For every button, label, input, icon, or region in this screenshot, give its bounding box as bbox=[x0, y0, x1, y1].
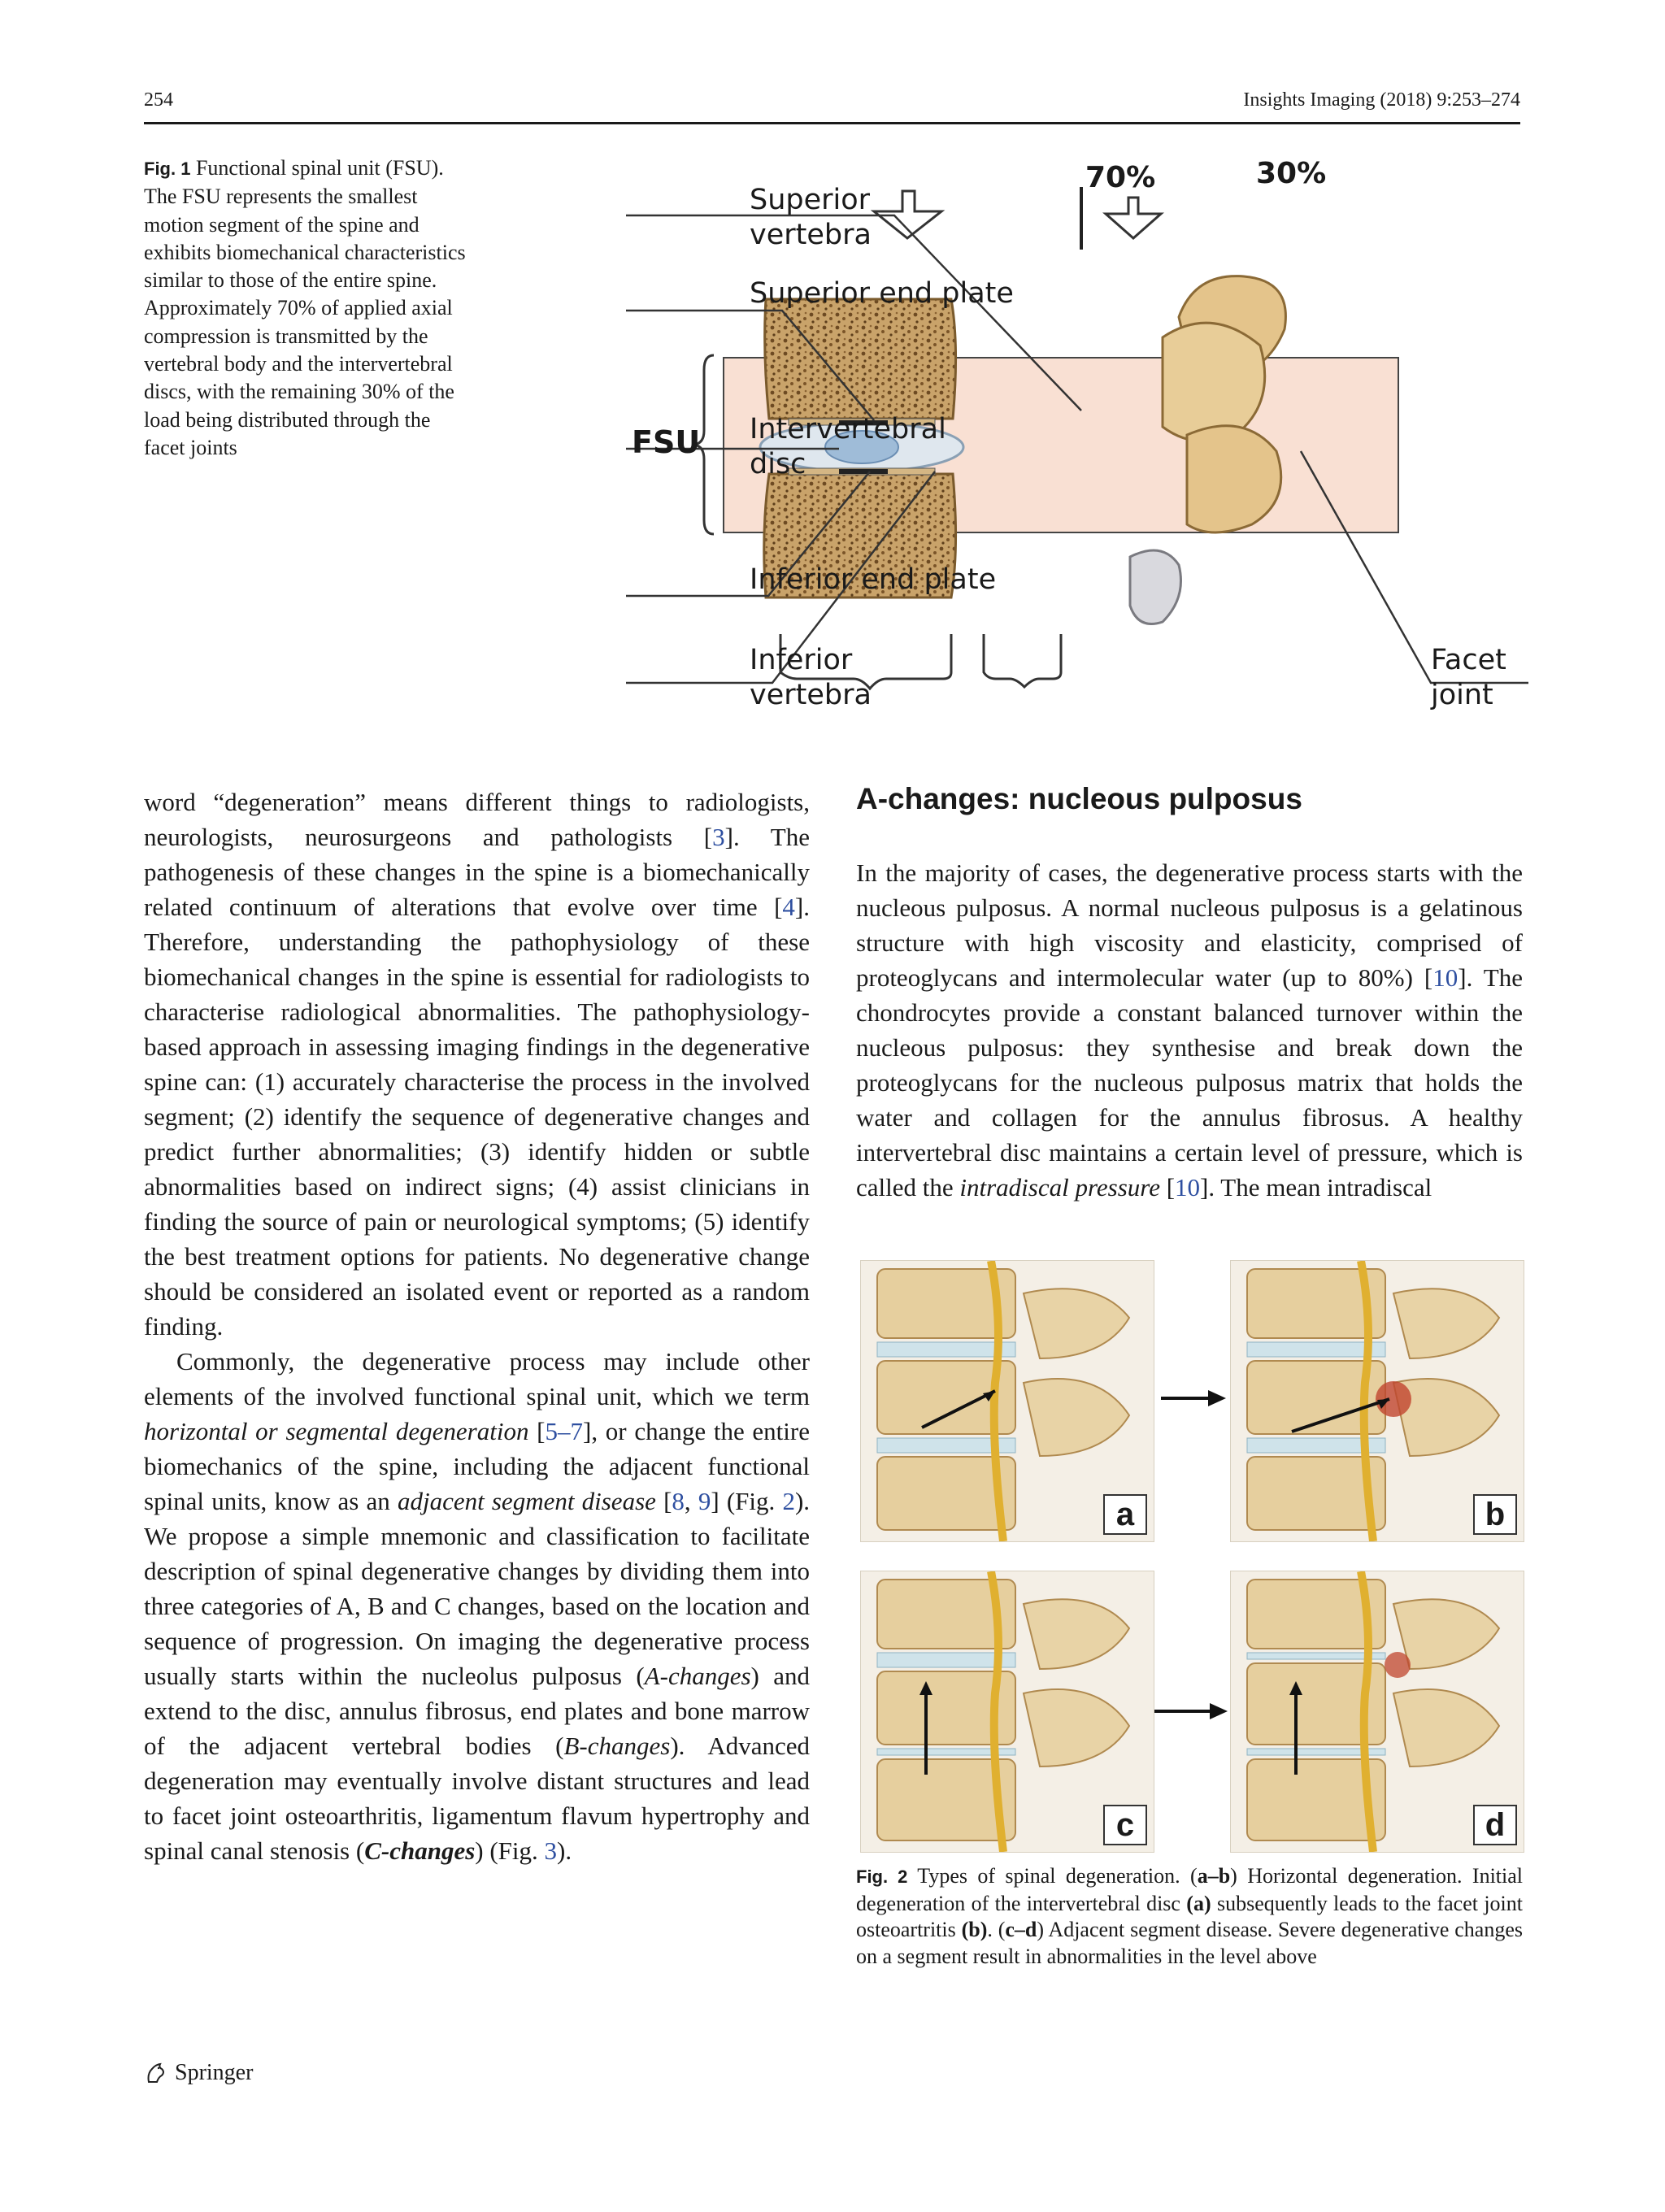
right-column bbox=[856, 855, 1523, 1205]
figure-link[interactable]: 2 bbox=[782, 1487, 795, 1515]
running-head bbox=[144, 89, 1520, 125]
panel-label-d: d bbox=[1473, 1805, 1517, 1845]
fig2-panel-d bbox=[1230, 1571, 1524, 1853]
panel-label-a: a bbox=[1103, 1494, 1147, 1535]
citation-link[interactable]: 10 bbox=[1432, 963, 1459, 992]
label-30-percent: 30% bbox=[1256, 157, 1327, 190]
paragraph: In the majority of cases, the degenerative process starts with the nucleous pulposus. A normal nucleous pulposus is a gelatinous structure with high viscosity and elasticity, comprised of proteoglycans and intermolecular water (up to 80%) [10]. The chondrocytes provide a constant balanced turnover within the nucleous pulposus: they synthesise and break down the proteoglycans for the nucleous pulposus matrix that holds the water and collagen for the annulus fibrosus. A healthy intervertebral disc maintains a certain level of pressure, which is called the intradiscal pressure [10]. The mean intradiscal bbox=[856, 858, 1523, 1202]
fig2-panel-b bbox=[1230, 1260, 1524, 1542]
journal-reference: Insights Imaging (2018) 9:253–274 bbox=[1243, 89, 1520, 111]
arrow-a-to-b bbox=[1161, 1386, 1226, 1410]
label-inferior-vertebra-line2: vertebra bbox=[750, 679, 872, 711]
fig1-illustration bbox=[626, 142, 1528, 728]
citation-link[interactable]: 5–7 bbox=[545, 1417, 583, 1445]
label-inferior-end-plate: Inferior end plate bbox=[750, 563, 997, 596]
left-column bbox=[144, 784, 810, 1868]
fig1-caption-text: Functional spinal unit (FSU). The FSU represents the smallest motion segment of the spine and exhibits biomechanical characteristics similar to those of the entire spine. Approximately 70% of applied axial compression is transmitted by the vertebral body and the intervertebral discs, with the remaining 30% of the load being distributed through the facet joints bbox=[144, 156, 466, 459]
arrow-c-to-d bbox=[1154, 1699, 1228, 1723]
fig2-caption: Fig. 2 Types of spinal degeneration. (a–b) Horizontal degeneration. Initial degeneration of the intervertebral disc (a) subsequently leads to the facet joint osteoartritis (b). (c–d) Adjacent segment disease. Severe degenerative changes on a segment result in abnormalities in the level above bbox=[856, 1864, 1524, 1968]
citation-link[interactable]: 8 bbox=[672, 1487, 685, 1515]
label-superior-end-plate: Superior end plate bbox=[750, 277, 1014, 310]
label-fsu: FSU bbox=[632, 424, 701, 460]
superior-vertebra-body bbox=[765, 299, 956, 419]
publisher-name: Springer bbox=[175, 2060, 254, 2085]
label-intervertebral-line2: disc bbox=[750, 448, 806, 480]
label-intervertebral-line1: Intervertebral bbox=[750, 413, 946, 445]
label-inferior-vertebra-line1: Inferior bbox=[750, 644, 853, 676]
fig1-caption bbox=[144, 154, 469, 462]
panel-label-b: b bbox=[1473, 1494, 1517, 1535]
panel-label-c: c bbox=[1103, 1805, 1147, 1845]
fig2-panel-a bbox=[860, 1260, 1154, 1542]
fig2-label: Fig. 2 bbox=[856, 1867, 908, 1887]
paragraph: Commonly, the degenerative process may include other elements of the involved functional spinal unit, which we term horizontal or segmental degeneration [5–7], or change the entire biomechanics of the spine, including the adjacent functional spinal units, know as an adjacent segment disease [8, 9] (Fig. 2). We propose a simple mnemonic and classification to facilitate description of spinal degenerative changes by dividing them into three categories of A, B and C changes, based on the location and sequence of progression. On imaging the degenerative process usually starts within the nucleolus pulposus (A-changes) and extend to the disc, annulus fibrosus, end plates and bone marrow of the adjacent vertebral bodies (B-changes). Advanced degeneration may eventually involve distant structures and lead to facet joint osteoarthritis, ligamentum flavum hypertrophy and spinal canal stenosis (C-changes) (Fig. 3). bbox=[144, 1347, 811, 1865]
arrow-30 bbox=[1106, 198, 1161, 238]
figure-link[interactable]: 3 bbox=[544, 1836, 558, 1865]
fig1-label: Fig. 1 bbox=[144, 159, 191, 179]
citation-link[interactable]: 4 bbox=[782, 893, 795, 921]
section-heading: A-changes: nucleous pulposus bbox=[856, 782, 1302, 815]
springer-horse-icon bbox=[144, 2061, 168, 2085]
publisher-logo bbox=[144, 2060, 253, 2086]
paragraph: word “degeneration” means different things to radiologists, neurologists, neurosurgeons and pathologists [3]. The pathogenesis of these changes in the spine is a biomechanically related continuum of alterations that evolve over time [4]. Therefore, understanding the pathophysiology of these biomechanical changes in the spine is essential for radiologists to characterise radiological abnormalities. The pathophysiology-based approach in assessing imaging findings in the degenerative spine can: (1) accurately characterise the process in the involved segment; (2) identify the sequence of degenerative changes and predict further abnormalities; (3) identify hidden or subtle abnormalities based on indirect signs; (4) assist clinicians in finding the source of pain or neurological symptoms; (5) identify the best treatment options for patients. No degenerative change should be considered an isolated event or reported as a random finding. bbox=[144, 788, 810, 1341]
label-facet-joint-line1: Facet bbox=[1431, 644, 1506, 676]
label-70-percent: 70% bbox=[1085, 161, 1156, 194]
header-rule bbox=[144, 122, 1520, 124]
fig2-panel-c bbox=[860, 1571, 1154, 1853]
fig2-illustration bbox=[860, 1260, 1524, 1852]
label-superior-vertebra-line2: vertebra bbox=[750, 219, 872, 251]
label-facet-joint-line2: joint bbox=[1431, 679, 1493, 711]
label-superior-vertebra-line1: Superior bbox=[750, 184, 871, 216]
citation-link[interactable]: 3 bbox=[712, 823, 725, 851]
citation-link[interactable]: 9 bbox=[698, 1487, 711, 1515]
page-number: 254 bbox=[144, 89, 173, 111]
citation-link[interactable]: 10 bbox=[1175, 1173, 1201, 1202]
